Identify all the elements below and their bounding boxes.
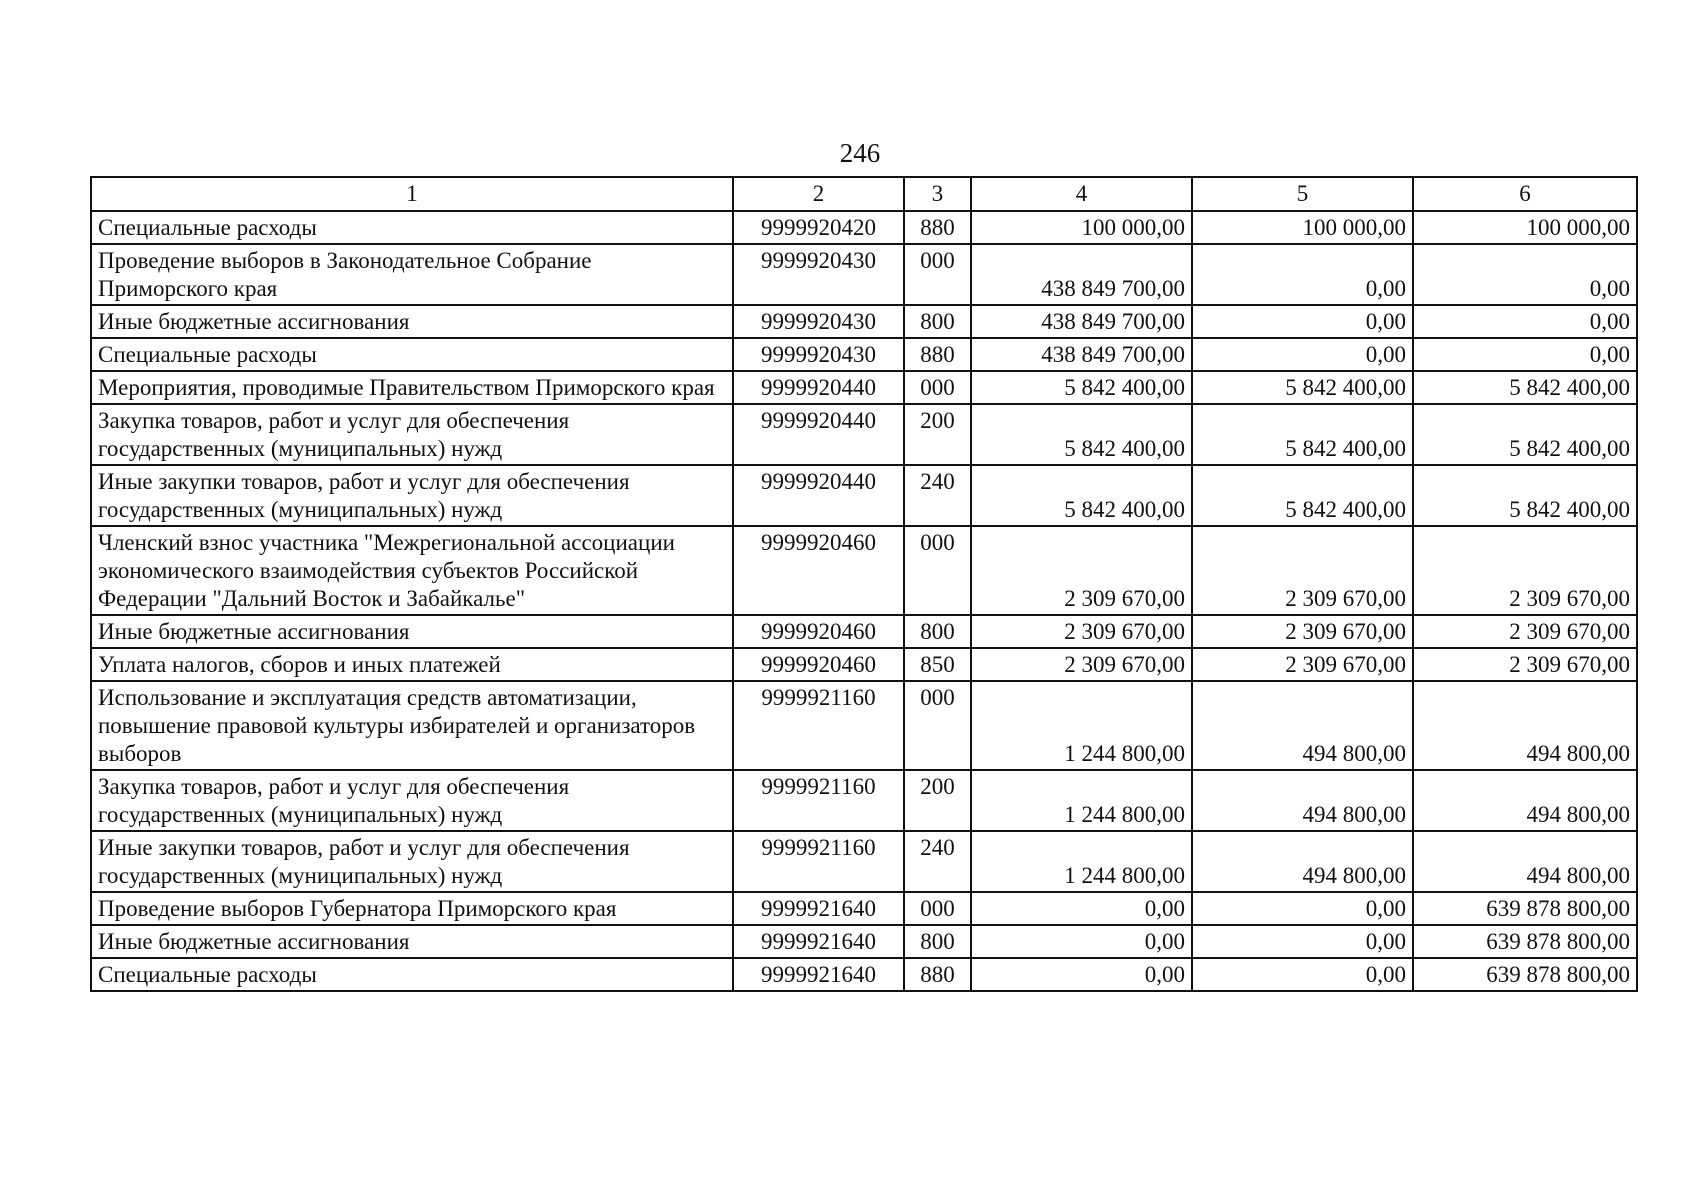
row-name: Закупка товаров, работ и услуг для обеспечения государственных (муниципальных) нужд <box>91 404 733 465</box>
row-amount-col4: 5 842 400,00 <box>971 371 1192 404</box>
page-number: 246 <box>839 138 881 168</box>
column-header-2: 2 <box>733 177 904 211</box>
row-code: 9999921160 <box>733 770 904 831</box>
row-amount-col6: 5 842 400,00 <box>1413 371 1637 404</box>
row-amount-col5: 5 842 400,00 <box>1192 465 1413 526</box>
row-type: 200 <box>904 770 971 831</box>
row-amount-col4: 438 849 700,00 <box>971 338 1192 371</box>
row-amount-col4: 5 842 400,00 <box>971 465 1192 526</box>
budget-table <box>90 176 1638 992</box>
row-amount-col6: 0,00 <box>1413 244 1637 305</box>
row-code: 9999920460 <box>733 526 904 615</box>
row-code: 9999920430 <box>733 338 904 371</box>
row-name: Специальные расходы <box>91 958 733 991</box>
row-amount-col6: 5 842 400,00 <box>1413 465 1637 526</box>
row-type: 850 <box>904 648 971 681</box>
row-amount-col6: 5 842 400,00 <box>1413 404 1637 465</box>
row-amount-col6: 639 878 800,00 <box>1413 892 1637 925</box>
row-type: 800 <box>904 615 971 648</box>
row-code: 9999920440 <box>733 371 904 404</box>
row-type: 000 <box>904 892 971 925</box>
table-row <box>91 371 1637 404</box>
row-name: Иные бюджетные ассигнования <box>91 615 733 648</box>
column-header-4: 4 <box>971 177 1192 211</box>
row-code: 9999921640 <box>733 925 904 958</box>
row-name: Членский взнос участника "Межрегиональной ассоциации экономического взаимодействия субъектов Российской Федерации "Дальний Восток и Забайкалье" <box>91 526 733 615</box>
table-row <box>91 958 1637 991</box>
row-amount-col4: 438 849 700,00 <box>971 244 1192 305</box>
row-name: Проведение выборов Губернатора Приморского края <box>91 892 733 925</box>
row-code: 9999920460 <box>733 615 904 648</box>
row-code: 9999921160 <box>733 681 904 770</box>
table-row <box>91 305 1637 338</box>
row-amount-col4: 2 309 670,00 <box>971 526 1192 615</box>
row-type: 000 <box>904 371 971 404</box>
row-amount-col5: 2 309 670,00 <box>1192 648 1413 681</box>
row-type: 800 <box>904 305 971 338</box>
row-amount-col5: 0,00 <box>1192 244 1413 305</box>
row-type: 880 <box>904 958 971 991</box>
row-type: 200 <box>904 404 971 465</box>
row-type: 880 <box>904 211 971 244</box>
row-type: 880 <box>904 338 971 371</box>
table-body <box>91 211 1637 991</box>
row-amount-col4: 2 309 670,00 <box>971 648 1192 681</box>
row-amount-col6: 639 878 800,00 <box>1413 925 1637 958</box>
row-amount-col4: 1 244 800,00 <box>971 681 1192 770</box>
row-amount-col6: 2 309 670,00 <box>1413 648 1637 681</box>
row-amount-col5: 494 800,00 <box>1192 770 1413 831</box>
row-code: 9999920460 <box>733 648 904 681</box>
row-name: Специальные расходы <box>91 211 733 244</box>
row-code: 9999920430 <box>733 305 904 338</box>
row-code: 9999921640 <box>733 892 904 925</box>
row-type: 240 <box>904 831 971 892</box>
row-amount-col5: 0,00 <box>1192 305 1413 338</box>
row-amount-col5: 0,00 <box>1192 338 1413 371</box>
row-amount-col4: 1 244 800,00 <box>971 831 1192 892</box>
row-name: Иные закупки товаров, работ и услуг для обеспечения государственных (муниципальных) нужд <box>91 465 733 526</box>
row-type: 800 <box>904 925 971 958</box>
row-amount-col5: 100 000,00 <box>1192 211 1413 244</box>
row-amount-col6: 100 000,00 <box>1413 211 1637 244</box>
table-row <box>91 770 1637 831</box>
row-name: Иные закупки товаров, работ и услуг для обеспечения государственных (муниципальных) нужд <box>91 831 733 892</box>
row-code: 9999920440 <box>733 465 904 526</box>
row-name: Мероприятия, проводимые Правительством Приморского края <box>91 371 733 404</box>
row-amount-col6: 494 800,00 <box>1413 770 1637 831</box>
row-code: 9999921160 <box>733 831 904 892</box>
row-amount-col6: 2 309 670,00 <box>1413 615 1637 648</box>
row-amount-col4: 100 000,00 <box>971 211 1192 244</box>
row-type: 240 <box>904 465 971 526</box>
row-type: 000 <box>904 244 971 305</box>
table-row <box>91 925 1637 958</box>
row-type: 000 <box>904 526 971 615</box>
row-amount-col5: 0,00 <box>1192 892 1413 925</box>
row-amount-col4: 0,00 <box>971 958 1192 991</box>
row-name: Закупка товаров, работ и услуг для обеспечения государственных (муниципальных) нужд <box>91 770 733 831</box>
row-amount-col6: 639 878 800,00 <box>1413 958 1637 991</box>
row-amount-col5: 2 309 670,00 <box>1192 615 1413 648</box>
row-amount-col4: 5 842 400,00 <box>971 404 1192 465</box>
column-header-3: 3 <box>904 177 971 211</box>
row-amount-col4: 0,00 <box>971 892 1192 925</box>
header-row <box>91 177 1637 211</box>
table-row <box>91 338 1637 371</box>
table-row <box>91 211 1637 244</box>
row-amount-col5: 2 309 670,00 <box>1192 526 1413 615</box>
table-row <box>91 526 1637 615</box>
row-amount-col4: 1 244 800,00 <box>971 770 1192 831</box>
row-amount-col5: 494 800,00 <box>1192 681 1413 770</box>
row-code: 9999920440 <box>733 404 904 465</box>
row-amount-col6: 494 800,00 <box>1413 831 1637 892</box>
row-amount-col5: 494 800,00 <box>1192 831 1413 892</box>
table-row <box>91 465 1637 526</box>
row-amount-col6: 0,00 <box>1413 338 1637 371</box>
row-code: 9999921640 <box>733 958 904 991</box>
row-amount-col4: 0,00 <box>971 925 1192 958</box>
table-row <box>91 681 1637 770</box>
column-header-1: 1 <box>91 177 733 211</box>
row-name: Проведение выборов в Законодательное Собрание Приморского края <box>91 244 733 305</box>
row-name: Использование и эксплуатация средств автоматизации, повышение правовой культуры избирателей и организаторов выборов <box>91 681 733 770</box>
row-amount-col5: 0,00 <box>1192 958 1413 991</box>
table-row <box>91 244 1637 305</box>
table-row <box>91 648 1637 681</box>
column-header-6: 6 <box>1413 177 1637 211</box>
row-amount-col4: 2 309 670,00 <box>971 615 1192 648</box>
table-row <box>91 831 1637 892</box>
row-amount-col6: 0,00 <box>1413 305 1637 338</box>
table-row <box>91 892 1637 925</box>
row-name: Иные бюджетные ассигнования <box>91 305 733 338</box>
row-amount-col5: 0,00 <box>1192 925 1413 958</box>
row-type: 000 <box>904 681 971 770</box>
column-header-5: 5 <box>1192 177 1413 211</box>
row-code: 9999920430 <box>733 244 904 305</box>
row-amount-col6: 2 309 670,00 <box>1413 526 1637 615</box>
row-name: Иные бюджетные ассигнования <box>91 925 733 958</box>
row-name: Уплата налогов, сборов и иных платежей <box>91 648 733 681</box>
row-amount-col5: 5 842 400,00 <box>1192 371 1413 404</box>
row-amount-col5: 5 842 400,00 <box>1192 404 1413 465</box>
row-amount-col4: 438 849 700,00 <box>971 305 1192 338</box>
row-amount-col6: 494 800,00 <box>1413 681 1637 770</box>
table-row <box>91 615 1637 648</box>
row-name: Специальные расходы <box>91 338 733 371</box>
table-row <box>91 404 1637 465</box>
row-code: 9999920420 <box>733 211 904 244</box>
